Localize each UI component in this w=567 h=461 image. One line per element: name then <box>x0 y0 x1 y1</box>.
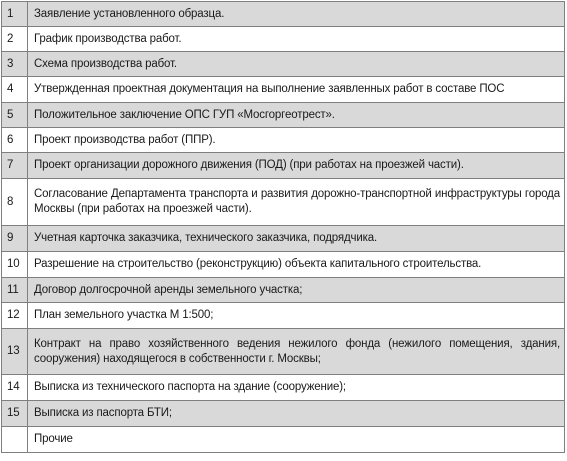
table-row <box>2 252 565 278</box>
table-row <box>2 103 565 128</box>
document-list-table <box>1 1 565 453</box>
row-text: Заявление установленного образца. <box>28 2 565 27</box>
table-row <box>2 226 565 252</box>
row-number: 1 <box>2 2 28 27</box>
row-number: 4 <box>2 77 28 103</box>
row-text: Проект организации дорожного движения (ПОД) (при работах на проезжей части). <box>28 153 565 179</box>
row-number: 9 <box>2 226 28 252</box>
table-row <box>2 303 565 329</box>
table-row <box>2 128 565 153</box>
row-text: Контракт на право хозяйственного ведения нежилого фонда (нежилого помещения, здания, сооружения) находящегося в собственности г. Москвы; <box>28 329 565 375</box>
table-row <box>2 427 565 453</box>
table-row <box>2 329 565 375</box>
table-row <box>2 153 565 179</box>
table-row <box>2 77 565 103</box>
table-row <box>2 27 565 52</box>
row-number: 8 <box>2 179 28 226</box>
table-row <box>2 2 565 27</box>
row-number: 3 <box>2 52 28 77</box>
table-row <box>2 401 565 427</box>
row-number: 11 <box>2 278 28 303</box>
row-text: Схема производства работ. <box>28 52 565 77</box>
table-row <box>2 375 565 401</box>
table-row <box>2 52 565 77</box>
row-text: Выписка из технического паспорта на здание (сооружение); <box>28 375 565 401</box>
row-text: Утвержденная проектная документация на выполнение заявленных работ в составе ПОС <box>28 77 565 103</box>
row-text: Положительное заключение ОПС ГУП «Мосгоргеотрест». <box>28 103 565 128</box>
table-row <box>2 179 565 226</box>
row-number: 10 <box>2 252 28 278</box>
row-text: Согласование Департамента транспорта и развития дорожно-транспортной инфраструктуры города Москвы (при работах на проезжей части). <box>28 179 565 226</box>
row-number: 15 <box>2 401 28 427</box>
row-number: 5 <box>2 103 28 128</box>
row-text: Договор долгосрочной аренды земельного участка; <box>28 278 565 303</box>
row-text: Разрешение на строительство (реконструкцию) объекта капитального строительства. <box>28 252 565 278</box>
row-text: Выписка из паспорта БТИ; <box>28 401 565 427</box>
row-number: 6 <box>2 128 28 153</box>
row-number: 7 <box>2 153 28 179</box>
row-text: График производства работ. <box>28 27 565 52</box>
table-row <box>2 278 565 303</box>
row-text: Прочие <box>28 427 565 453</box>
row-text: План земельного участка М 1:500; <box>28 303 565 329</box>
row-number: 2 <box>2 27 28 52</box>
row-number <box>2 427 28 453</box>
row-text: Проект производства работ (ППР). <box>28 128 565 153</box>
row-number: 12 <box>2 303 28 329</box>
row-number: 13 <box>2 329 28 375</box>
row-number: 14 <box>2 375 28 401</box>
row-text: Учетная карточка заказчика, технического заказчика, подрядчика. <box>28 226 565 252</box>
